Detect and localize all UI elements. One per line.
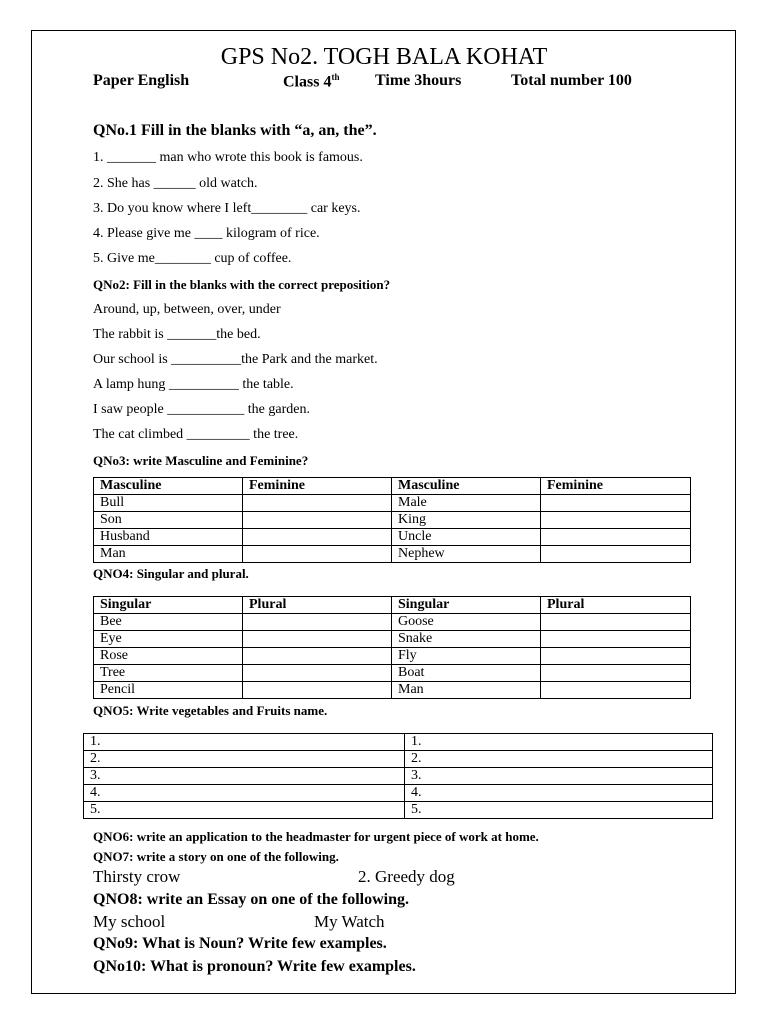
answer-cell [243,648,392,665]
q2-item: A lamp hung __________ the table. [93,377,294,392]
answer-cell [243,495,392,512]
table-header-row [94,597,691,614]
column-header: Singular [392,597,541,614]
q1-item: 3. Do you know where I left________ car keys. [93,201,361,216]
table-cell: Man [94,546,243,563]
table-cell: 1. [405,734,713,751]
column-header: Masculine [94,478,243,495]
table-cell: King [392,512,541,529]
answer-cell [541,495,691,512]
table-cell: 1. [84,734,405,751]
table-row [94,512,691,529]
answer-cell [541,682,691,699]
table-cell: Snake [392,631,541,648]
singular-plural-table [93,596,691,699]
q4-heading: QNO4: Singular and plural. [93,566,249,581]
q2-item: The cat climbed _________ the tree. [93,427,299,442]
table-cell: Boat [392,665,541,682]
table-cell: Tree [94,665,243,682]
q1-heading: QNo.1 Fill in the blanks with “a, an, the”. [93,122,377,139]
q1-item: 2. She has ______ old watch. [93,176,258,191]
answer-cell [243,631,392,648]
table-cell: 2. [405,751,713,768]
class-text: Class 4 [283,73,332,91]
table-cell: Man [392,682,541,699]
table-header-row [94,478,691,495]
table-cell: 3. [84,768,405,785]
table-cell: Bee [94,614,243,631]
table-row [84,768,713,785]
total-marks-label: Total number 100 [511,72,632,89]
table-cell: Male [392,495,541,512]
answer-cell [243,682,392,699]
masculine-feminine-table [93,477,691,563]
column-header: Feminine [541,478,691,495]
table-cell: Son [94,512,243,529]
table-cell: 2. [84,751,405,768]
answer-cell [541,546,691,563]
q10-heading: QNo10: What is pronoun? Write few examples. [93,958,416,975]
table-cell: Eye [94,631,243,648]
table-cell: Uncle [392,529,541,546]
table-row [94,631,691,648]
time-label: Time 3hours [375,72,462,89]
q2-options: Around, up, between, over, under [93,302,281,317]
column-header: Plural [243,597,392,614]
table-row [84,802,713,819]
q1-item: 1. _______ man who wrote this book is famous. [93,150,363,165]
paper-label: Paper English [93,72,190,89]
table-cell: 4. [405,785,713,802]
q5-heading: QNO5: Write vegetables and Fruits name. [93,703,328,718]
table-cell: Bull [94,495,243,512]
table-cell: Pencil [94,682,243,699]
q2-item: Our school is __________the Park and the market. [93,352,378,367]
column-header: Feminine [243,478,392,495]
q3-heading: QNo3: write Masculine and Feminine? [93,453,309,468]
q6-heading: QNO6: write an application to the headmaster for urgent piece of work at home. [93,829,539,844]
table-cell: Rose [94,648,243,665]
answer-cell [541,529,691,546]
table-cell: 3. [405,768,713,785]
q7-heading: QNO7: write a story on one of the following. [93,849,339,864]
table-cell: Nephew [392,546,541,563]
q2-item: The rabbit is _______the bed. [93,327,261,342]
table-row [84,785,713,802]
q7-option-1: Thirsty crow [93,867,181,886]
q9-heading: QNo9: What is Noun? Write few examples. [93,935,387,952]
answer-cell [541,512,691,529]
column-header: Plural [541,597,691,614]
answer-cell [243,614,392,631]
q2-heading: QNo2: Fill in the blanks with the correct preposition? [93,277,391,292]
table-cell: Fly [392,648,541,665]
answer-cell [243,665,392,682]
table-row [94,648,691,665]
table-row [94,546,691,563]
q7-option-2: 2. Greedy dog [358,867,455,886]
answer-cell [541,631,691,648]
table-row [94,495,691,512]
answer-cell [541,665,691,682]
q1-item: 4. Please give me ____ kilogram of rice. [93,226,320,241]
school-title: GPS No2. TOGH BALA KOHAT [220,44,548,70]
table-cell: Goose [392,614,541,631]
table-cell: 5. [405,802,713,819]
q8-option-2: My Watch [314,912,385,931]
q1-item: 5. Give me________ cup of coffee. [93,251,292,266]
answer-cell [243,529,392,546]
table-row [84,734,713,751]
table-row [94,614,691,631]
column-header: Masculine [392,478,541,495]
table-row [94,529,691,546]
table-row [94,682,691,699]
vegetables-fruits-table [83,733,713,819]
answer-cell [243,546,392,563]
table-cell: 4. [84,785,405,802]
table-cell: Husband [94,529,243,546]
q8-option-1: My school [93,912,166,931]
table-row [94,665,691,682]
answer-cell [243,512,392,529]
table-row [84,751,713,768]
answer-cell [541,648,691,665]
class-label [283,72,339,91]
q2-item: I saw people ___________ the garden. [93,402,310,417]
answer-cell [541,614,691,631]
table-cell: 5. [84,802,405,819]
column-header: Singular [94,597,243,614]
q8-heading: QNO8: write an Essay on one of the following. [93,891,409,908]
class-superscript: th [331,72,340,82]
